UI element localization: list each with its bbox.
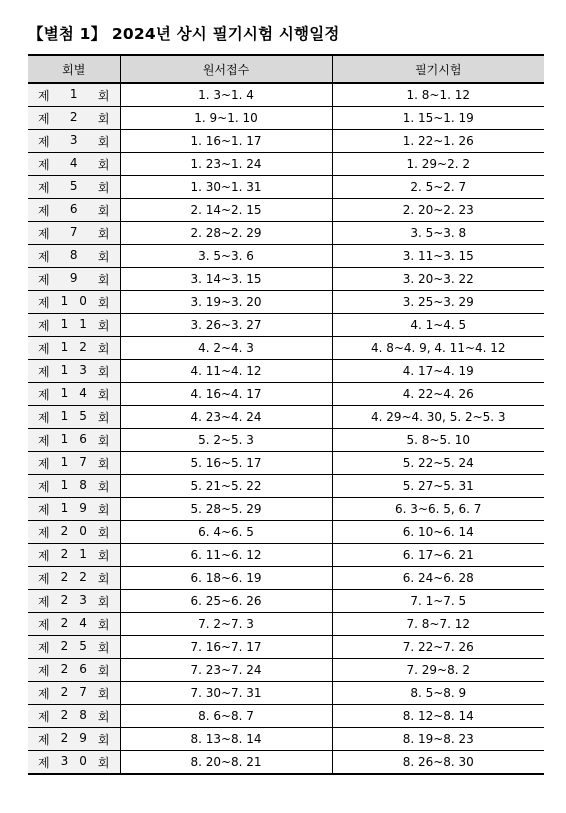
exam-period-cell: 1. 15~1. 19 — [332, 107, 544, 130]
exam-period-cell: 5. 22~5. 24 — [332, 452, 544, 475]
round-cell — [28, 636, 120, 659]
round-label-part: 8 — [69, 247, 78, 262]
round-cell — [28, 176, 120, 199]
round-label-part: 회 — [97, 663, 110, 678]
exam-period-cell: 5. 27~5. 31 — [332, 475, 544, 498]
round-label-part: 회 — [97, 387, 110, 402]
exam-period-cell: 5. 8~5. 10 — [332, 429, 544, 452]
table-row — [28, 544, 544, 567]
exam-period-cell: 7. 1~7. 5 — [332, 590, 544, 613]
round-label — [28, 294, 120, 311]
round-label-part: 회 — [97, 709, 110, 724]
round-label-part: 회 — [97, 226, 110, 241]
round-label-part: 2 — [60, 523, 69, 538]
round-label-part: 2 — [69, 109, 78, 124]
document-title: 【별첨 1】 2024년 상시 필기시험 시행일정 — [28, 25, 340, 43]
round-label — [28, 363, 120, 380]
table-row — [28, 682, 544, 705]
round-label-part: 회 — [97, 755, 110, 770]
application-period-cell: 6. 25~6. 26 — [120, 590, 332, 613]
round-label-part: 회 — [97, 548, 110, 563]
round-cell — [28, 314, 120, 337]
round-label-part: 제 — [38, 479, 50, 494]
exam-schedule-table — [28, 54, 544, 775]
round-label-part: 회 — [97, 318, 110, 333]
round-label — [28, 639, 120, 656]
round-label-part: 7 — [69, 224, 78, 239]
application-period-cell: 7. 2~7. 3 — [120, 613, 332, 636]
round-cell — [28, 682, 120, 705]
round-label-part: 4 — [79, 385, 87, 400]
round-label-part: 제 — [38, 732, 50, 747]
round-label-part: 1 — [60, 339, 69, 354]
round-label — [28, 87, 120, 104]
round-label-part: 제 — [38, 594, 50, 609]
round-label — [28, 202, 120, 219]
round-cell — [28, 498, 120, 521]
table-row — [28, 314, 544, 337]
table-row — [28, 429, 544, 452]
round-label-part: 제 — [38, 387, 50, 402]
round-label-part: 제 — [38, 157, 50, 172]
round-label-part: 제 — [38, 295, 50, 310]
round-label-part: 8 — [79, 707, 87, 722]
round-label-part: 제 — [38, 525, 50, 540]
exam-period-cell: 1. 8~1. 12 — [332, 83, 544, 107]
application-period-cell: 7. 16~7. 17 — [120, 636, 332, 659]
exam-period-cell: 4. 17~4. 19 — [332, 360, 544, 383]
table-row — [28, 222, 544, 245]
round-label-part: 회 — [97, 88, 110, 103]
round-cell — [28, 153, 120, 176]
round-cell — [28, 613, 120, 636]
round-label-part: 3 — [79, 362, 87, 377]
round-cell — [28, 406, 120, 429]
round-label-part: 회 — [97, 134, 110, 149]
exam-period-cell: 2. 20~2. 23 — [332, 199, 544, 222]
round-label-part: 4 — [69, 155, 78, 170]
round-label-part: 9 — [79, 500, 87, 515]
round-label-part: 2 — [60, 569, 69, 584]
round-label-part: 0 — [79, 293, 87, 308]
table-row — [28, 659, 544, 682]
round-label-part: 7 — [79, 454, 87, 469]
exam-period-cell: 7. 29~8. 2 — [332, 659, 544, 682]
table-row — [28, 521, 544, 544]
exam-period-cell: 4. 8~4. 9, 4. 11~4. 12 — [332, 337, 544, 360]
round-label-part: 2 — [60, 592, 69, 607]
round-label — [28, 501, 120, 518]
round-cell — [28, 475, 120, 498]
table-row — [28, 199, 544, 222]
round-label-part: 2 — [79, 339, 87, 354]
table-row — [28, 636, 544, 659]
application-period-cell: 3. 26~3. 27 — [120, 314, 332, 337]
round-label-part: 제 — [38, 663, 50, 678]
round-label-part: 회 — [97, 686, 110, 701]
round-label-part: 제 — [38, 318, 50, 333]
table-row — [28, 383, 544, 406]
round-label-part: 회 — [97, 479, 110, 494]
round-label-part: 회 — [97, 295, 110, 310]
table-row — [28, 107, 544, 130]
exam-period-cell: 1. 22~1. 26 — [332, 130, 544, 153]
round-label-part: 제 — [38, 341, 50, 356]
round-label-part: 제 — [38, 88, 50, 103]
round-cell — [28, 567, 120, 590]
table-row — [28, 245, 544, 268]
exam-period-cell: 7. 8~7. 12 — [332, 613, 544, 636]
round-label — [28, 340, 120, 357]
application-period-cell: 3. 14~3. 15 — [120, 268, 332, 291]
application-period-cell: 2. 14~2. 15 — [120, 199, 332, 222]
round-label-part: 1 — [60, 454, 69, 469]
table-row — [28, 613, 544, 636]
exam-period-cell: 6. 24~6. 28 — [332, 567, 544, 590]
round-label-part: 제 — [38, 180, 50, 195]
round-label-part: 제 — [38, 203, 50, 218]
round-label — [28, 133, 120, 150]
round-label-part: 9 — [79, 730, 87, 745]
exam-period-cell: 8. 26~8. 30 — [332, 751, 544, 775]
application-period-cell: 1. 3~1. 4 — [120, 83, 332, 107]
round-cell — [28, 107, 120, 130]
round-label — [28, 248, 120, 265]
round-label-part: 회 — [97, 249, 110, 264]
round-cell — [28, 705, 120, 728]
round-label-part: 1 — [60, 431, 69, 446]
round-label-part: 6 — [79, 431, 87, 446]
table-row — [28, 498, 544, 521]
round-label-part: 제 — [38, 640, 50, 655]
round-label-part: 6 — [69, 201, 78, 216]
round-label-part: 제 — [38, 134, 50, 149]
exam-period-cell: 4. 22~4. 26 — [332, 383, 544, 406]
round-label-part: 8 — [79, 477, 87, 492]
exam-period-cell: 3. 11~3. 15 — [332, 245, 544, 268]
table-row — [28, 176, 544, 199]
round-cell — [28, 83, 120, 107]
header-exam: 필기시험 — [332, 55, 544, 83]
round-cell — [28, 130, 120, 153]
round-label-part: 제 — [38, 617, 50, 632]
round-label-part: 9 — [69, 270, 78, 285]
application-period-cell: 3. 19~3. 20 — [120, 291, 332, 314]
round-label-part: 제 — [38, 548, 50, 563]
round-label-part: 5 — [69, 178, 78, 193]
header-application: 원서접수 — [120, 55, 332, 83]
round-label-part: 제 — [38, 571, 50, 586]
application-period-cell: 4. 16~4. 17 — [120, 383, 332, 406]
application-period-cell: 1. 23~1. 24 — [120, 153, 332, 176]
round-label-part: 제 — [38, 364, 50, 379]
table-row — [28, 268, 544, 291]
round-cell — [28, 245, 120, 268]
round-cell — [28, 429, 120, 452]
round-label-part: 7 — [79, 684, 87, 699]
exam-period-cell: 3. 25~3. 29 — [332, 291, 544, 314]
round-label — [28, 685, 120, 702]
round-label-part: 회 — [97, 502, 110, 517]
round-label-part: 회 — [97, 571, 110, 586]
round-cell — [28, 222, 120, 245]
round-label-part: 3 — [69, 132, 78, 147]
round-label — [28, 616, 120, 633]
round-label-part: 1 — [79, 316, 87, 331]
round-label — [28, 179, 120, 196]
round-cell — [28, 291, 120, 314]
round-label-part: 회 — [97, 364, 110, 379]
round-label-part: 0 — [79, 523, 87, 538]
round-label-part: 1 — [60, 408, 69, 423]
round-label — [28, 225, 120, 242]
round-label — [28, 156, 120, 173]
round-label — [28, 524, 120, 541]
exam-period-cell: 7. 22~7. 26 — [332, 636, 544, 659]
round-label-part: 3 — [79, 592, 87, 607]
round-label — [28, 478, 120, 495]
round-label-part: 제 — [38, 272, 50, 287]
round-label — [28, 409, 120, 426]
round-label-part: 제 — [38, 502, 50, 517]
table-row — [28, 337, 544, 360]
application-period-cell: 1. 9~1. 10 — [120, 107, 332, 130]
round-label — [28, 662, 120, 679]
round-cell — [28, 728, 120, 751]
table-row — [28, 291, 544, 314]
application-period-cell: 5. 2~5. 3 — [120, 429, 332, 452]
round-label-part: 1 — [79, 546, 87, 561]
round-label-part: 회 — [97, 594, 110, 609]
application-period-cell: 4. 11~4. 12 — [120, 360, 332, 383]
round-label-part: 2 — [60, 730, 69, 745]
round-label-part: 1 — [60, 385, 69, 400]
exam-period-cell: 6. 10~6. 14 — [332, 521, 544, 544]
round-label — [28, 593, 120, 610]
exam-period-cell: 6. 3~6. 5, 6. 7 — [332, 498, 544, 521]
round-label-part: 1 — [60, 500, 69, 515]
table-row — [28, 728, 544, 751]
round-label — [28, 570, 120, 587]
application-period-cell: 8. 13~8. 14 — [120, 728, 332, 751]
table-row — [28, 360, 544, 383]
round-label — [28, 432, 120, 449]
table-header — [28, 55, 544, 83]
round-label-part: 제 — [38, 433, 50, 448]
round-label-part: 회 — [97, 525, 110, 540]
table-row — [28, 705, 544, 728]
table-row — [28, 406, 544, 429]
round-label — [28, 754, 120, 771]
application-period-cell: 4. 23~4. 24 — [120, 406, 332, 429]
round-cell — [28, 199, 120, 222]
round-label-part: 회 — [97, 157, 110, 172]
round-cell — [28, 268, 120, 291]
round-cell — [28, 659, 120, 682]
round-label-part: 2 — [60, 661, 69, 676]
application-period-cell: 2. 28~2. 29 — [120, 222, 332, 245]
exam-period-cell: 8. 19~8. 23 — [332, 728, 544, 751]
application-period-cell: 4. 2~4. 3 — [120, 337, 332, 360]
round-label-part: 제 — [38, 249, 50, 264]
round-label-part: 회 — [97, 272, 110, 287]
round-label-part: 제 — [38, 456, 50, 471]
round-label-part: 2 — [60, 546, 69, 561]
application-period-cell: 6. 4~6. 5 — [120, 521, 332, 544]
round-label-part: 4 — [79, 615, 87, 630]
round-label-part: 회 — [97, 640, 110, 655]
application-period-cell: 6. 11~6. 12 — [120, 544, 332, 567]
application-period-cell: 1. 30~1. 31 — [120, 176, 332, 199]
round-cell — [28, 521, 120, 544]
exam-period-cell: 3. 5~3. 8 — [332, 222, 544, 245]
round-label-part: 회 — [97, 111, 110, 126]
application-period-cell: 6. 18~6. 19 — [120, 567, 332, 590]
round-cell — [28, 383, 120, 406]
round-label-part: 회 — [97, 410, 110, 425]
round-label-part: 1 — [60, 477, 69, 492]
round-cell — [28, 337, 120, 360]
round-label-part: 제 — [38, 111, 50, 126]
round-label — [28, 455, 120, 472]
table-row — [28, 590, 544, 613]
round-label-part: 1 — [69, 86, 78, 101]
round-cell — [28, 544, 120, 567]
header-round: 회별 — [28, 55, 120, 83]
table-row — [28, 751, 544, 775]
round-label-part: 2 — [60, 684, 69, 699]
header-row — [28, 55, 544, 83]
round-cell — [28, 360, 120, 383]
round-label — [28, 110, 120, 127]
exam-period-cell: 8. 5~8. 9 — [332, 682, 544, 705]
application-period-cell: 5. 21~5. 22 — [120, 475, 332, 498]
exam-period-cell: 6. 17~6. 21 — [332, 544, 544, 567]
round-label-part: 제 — [38, 755, 50, 770]
table-row — [28, 130, 544, 153]
round-label-part: 회 — [97, 203, 110, 218]
round-cell — [28, 590, 120, 613]
round-label-part: 회 — [97, 456, 110, 471]
round-cell — [28, 751, 120, 775]
exam-period-cell: 8. 12~8. 14 — [332, 705, 544, 728]
application-period-cell: 8. 6~8. 7 — [120, 705, 332, 728]
round-label-part: 1 — [60, 316, 69, 331]
round-label — [28, 547, 120, 564]
round-label — [28, 271, 120, 288]
table-row — [28, 153, 544, 176]
round-label-part: 1 — [60, 362, 69, 377]
application-period-cell: 3. 5~3. 6 — [120, 245, 332, 268]
round-label-part: 2 — [60, 638, 69, 653]
round-label-part: 회 — [97, 732, 110, 747]
application-period-cell: 5. 16~5. 17 — [120, 452, 332, 475]
application-period-cell: 1. 16~1. 17 — [120, 130, 332, 153]
round-label-part: 2 — [79, 569, 87, 584]
round-label — [28, 386, 120, 403]
round-label-part: 2 — [60, 615, 69, 630]
round-label-part: 6 — [79, 661, 87, 676]
round-label — [28, 708, 120, 725]
application-period-cell: 8. 20~8. 21 — [120, 751, 332, 775]
exam-period-cell: 4. 1~4. 5 — [332, 314, 544, 337]
exam-period-cell: 2. 5~2. 7 — [332, 176, 544, 199]
table-body — [28, 83, 544, 774]
round-cell — [28, 452, 120, 475]
table-row — [28, 475, 544, 498]
round-label-part: 5 — [79, 408, 87, 423]
round-label-part: 1 — [60, 293, 69, 308]
round-label-part: 회 — [97, 617, 110, 632]
round-label-part: 제 — [38, 410, 50, 425]
application-period-cell: 7. 23~7. 24 — [120, 659, 332, 682]
table-row — [28, 83, 544, 107]
round-label-part: 회 — [97, 433, 110, 448]
round-label — [28, 317, 120, 334]
round-label-part: 회 — [97, 341, 110, 356]
round-label-part: 5 — [79, 638, 87, 653]
round-label-part: 0 — [79, 753, 87, 768]
round-label-part: 제 — [38, 686, 50, 701]
round-label-part: 2 — [60, 707, 69, 722]
exam-period-cell: 4. 29~4. 30, 5. 2~5. 3 — [332, 406, 544, 429]
exam-period-cell: 1. 29~2. 2 — [332, 153, 544, 176]
application-period-cell: 7. 30~7. 31 — [120, 682, 332, 705]
round-label-part: 제 — [38, 226, 50, 241]
round-label-part: 제 — [38, 709, 50, 724]
round-label-part: 회 — [97, 180, 110, 195]
table-row — [28, 567, 544, 590]
application-period-cell: 5. 28~5. 29 — [120, 498, 332, 521]
table-row — [28, 452, 544, 475]
round-label-part: 3 — [60, 753, 69, 768]
round-label — [28, 731, 120, 748]
exam-period-cell: 3. 20~3. 22 — [332, 268, 544, 291]
